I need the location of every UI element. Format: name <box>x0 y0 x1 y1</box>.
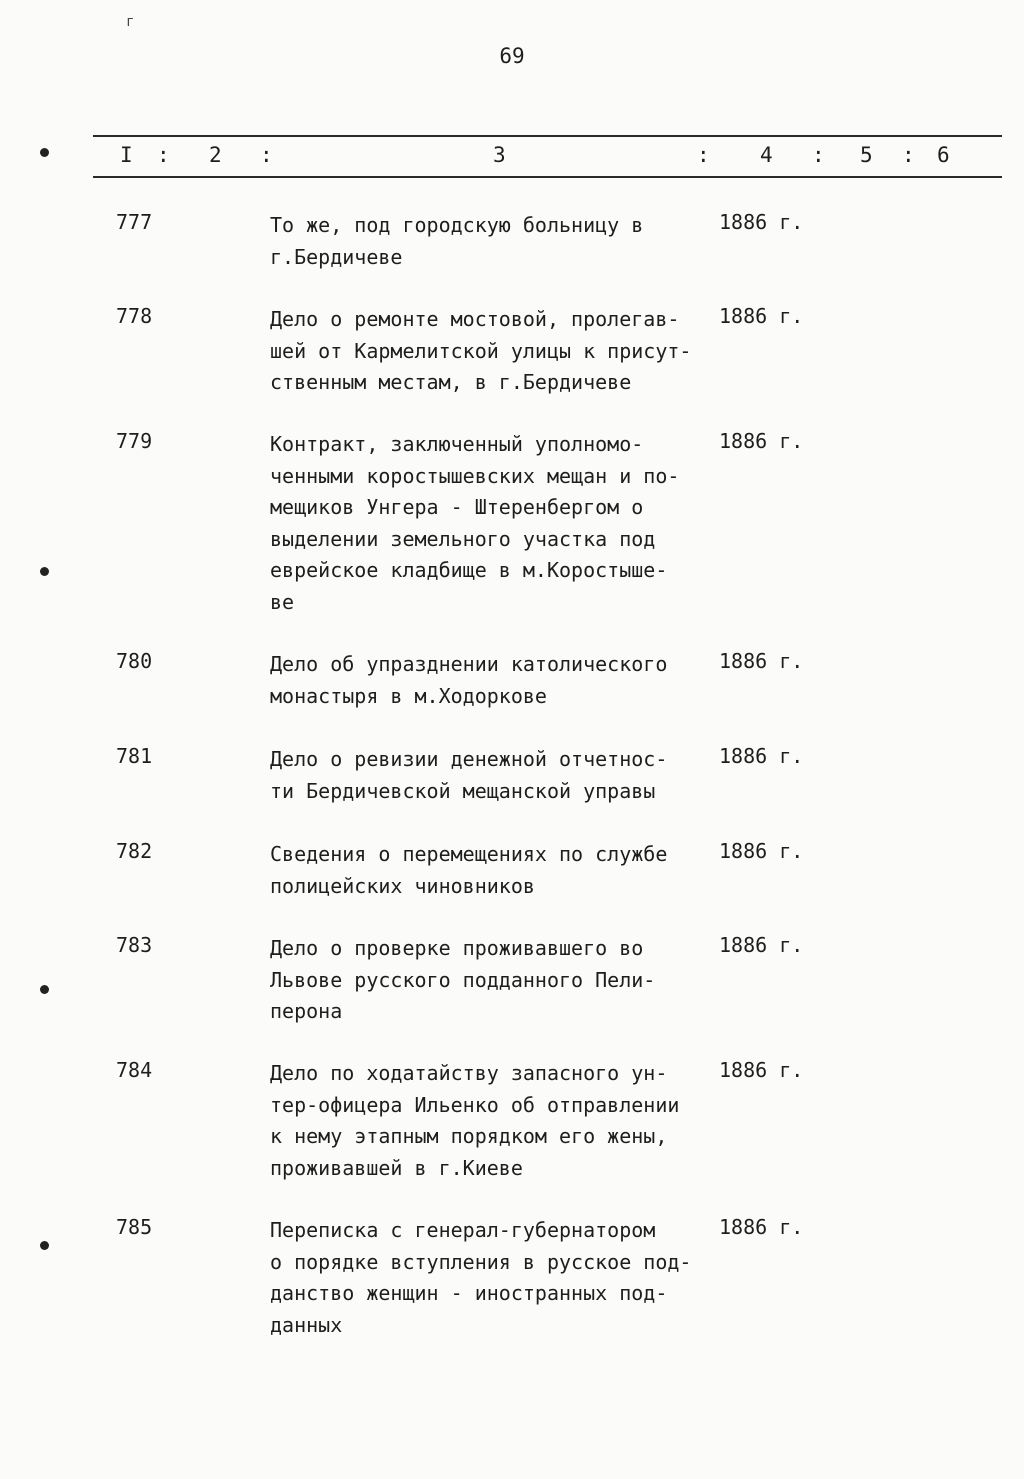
entry-number: 780 <box>116 649 153 673</box>
title-line: проживавшей в г.Киеве <box>270 1155 523 1180</box>
entry-title <box>270 744 720 807</box>
title-line: Сведения о перемещениях по службе <box>270 842 668 866</box>
page-number: 69 <box>499 44 525 68</box>
entry-number: 779 <box>116 429 153 453</box>
punch-hole <box>40 148 49 157</box>
title-line: к нему этапным порядком его жены, <box>270 1124 668 1148</box>
title-line: шей от Кармелитской улицы к присут- <box>270 338 692 363</box>
entry-title <box>270 1215 720 1341</box>
entry-year: 1886 г. <box>719 649 804 673</box>
title-line: ти Бердичевской мещанской управы <box>270 778 656 803</box>
entry-title <box>270 649 720 712</box>
entry-title <box>270 210 720 273</box>
entry-year: 1886 г. <box>719 1058 804 1082</box>
title-line: еврейское кладбище в м.Коростыше- <box>270 558 668 582</box>
header-col-5: 5 <box>860 143 873 167</box>
entry-year: 1886 г. <box>719 304 804 328</box>
title-line: выделении земельного участка под <box>270 526 656 551</box>
title-line: мещиков Унгера - Штеренбергом о <box>270 495 644 519</box>
title-line: Дело по ходатайству запасного ун- <box>270 1061 668 1085</box>
punch-hole <box>40 985 49 994</box>
title-line: Переписка с генерал-губернатором <box>270 1218 656 1242</box>
title-line: тер-офицера Ильенко об отправлении <box>270 1092 680 1117</box>
entry-number: 781 <box>116 744 153 768</box>
entry-year: 1886 г. <box>719 933 804 957</box>
entry-title <box>270 304 720 399</box>
header-sep: : <box>812 143 825 167</box>
header-sep: : <box>260 143 273 167</box>
header-sep: : <box>157 143 170 167</box>
punch-hole <box>40 567 49 576</box>
title-line: монастыря в м.Ходоркове <box>270 683 547 708</box>
header-sep: : <box>697 143 710 167</box>
header-col-2: 2 <box>209 143 222 167</box>
entry-number: 784 <box>116 1058 153 1082</box>
header-bottom-rule <box>93 176 1002 178</box>
header-col-1: I <box>120 143 133 167</box>
title-line: Дело о ремонте мостовой, пролегав- <box>270 307 680 331</box>
title-line: Контракт, заключенный уполномо- <box>270 432 644 456</box>
entry-year: 1886 г. <box>719 744 804 768</box>
entry-title <box>270 1058 720 1184</box>
entry-title <box>270 429 720 618</box>
title-line: перона <box>270 999 343 1023</box>
title-line: данных <box>270 1312 343 1337</box>
entry-year: 1886 г. <box>719 1215 804 1239</box>
entry-title <box>270 839 720 902</box>
title-line: Дело об упразднении католического <box>270 652 668 676</box>
title-line: ве <box>270 589 295 614</box>
title-line: То же, под городскую больницу в <box>270 213 644 237</box>
title-line: г.Бердичеве <box>270 244 403 269</box>
entry-number: 778 <box>116 304 153 328</box>
title-line: данство женщин - иностранных под- <box>270 1281 668 1305</box>
entry-number: 785 <box>116 1215 153 1239</box>
entry-number: 782 <box>116 839 153 863</box>
title-line: Дело о проверке проживавшего во <box>270 936 644 960</box>
corner-mark: г <box>126 14 135 30</box>
entry-number: 783 <box>116 933 153 957</box>
punch-hole <box>40 1241 49 1250</box>
title-line: полицейских чиновников <box>270 873 535 898</box>
header-top-rule <box>93 135 1002 137</box>
header-sep: : <box>902 143 915 167</box>
title-line: ченными коростышевских мещан и по- <box>270 463 680 488</box>
header-col-3: 3 <box>493 143 506 167</box>
entry-year: 1886 г. <box>719 210 804 234</box>
entry-number: 777 <box>116 210 153 234</box>
entry-title <box>270 933 720 1028</box>
title-line: Львове русского подданного Пели- <box>270 967 656 992</box>
entry-year: 1886 г. <box>719 839 804 863</box>
entry-year: 1886 г. <box>719 429 804 453</box>
title-line: о порядке вступления в русское под- <box>270 1249 692 1274</box>
title-line: ственным местам, в г.Бердичеве <box>270 370 632 394</box>
header-col-6: 6 <box>937 143 950 167</box>
title-line: Дело о ревизии денежной отчетнос- <box>270 747 668 771</box>
header-col-4: 4 <box>760 143 773 167</box>
